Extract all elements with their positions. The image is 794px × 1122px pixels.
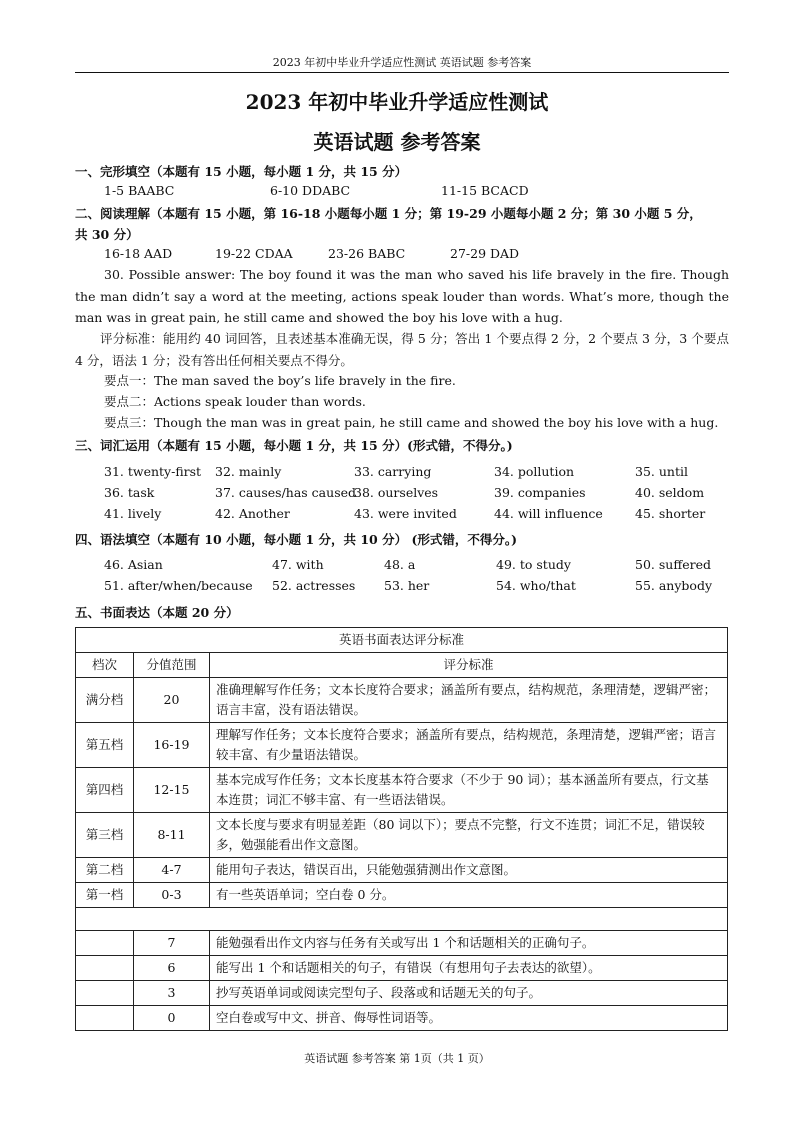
rubric-range: 0-3 [134,883,210,908]
rubric-criteria: 准确理解写作任务；文本长度符合要求；涵盖所有要点，结构规范，条理清楚，逻辑严密；语言丰富，没有语法错误。 [210,678,728,723]
rubric-sub-row [76,1006,728,1031]
rubric-criteria: 有一些英语单词；空白卷 0 分。 [210,883,728,908]
rubric-row [76,723,728,768]
rubric-level: 第五档 [76,723,134,768]
answer-cell: 44. will influence [494,506,603,521]
rubric-row [76,813,728,858]
answer-cell: 36. task [104,485,155,500]
section2-answer: 23-26 BABC [328,246,406,261]
section1-heading: 一、完形填空（本题有 15 小题，每小题 1 分，共 15 分） [75,164,408,179]
rubric-criteria: 基本完成写作任务；文本长度基本符合要求（不少于 90 词）；基本涵盖所有要点，行文基本连贯；词汇不够丰富、有一些语法错误。 [210,768,728,813]
answer-cell: 35. until [635,464,688,479]
section2-answer: 27-29 DAD [450,246,520,261]
page-footer: 英语试题 参考答案 第 1页（共 1 页） [304,1052,490,1065]
rubric-range: 16-19 [134,723,210,768]
section3-heading: 三、词汇运用（本题有 15 小题，每小题 1 分，共 15 分）(形式错，不得分。) [75,438,513,453]
rubric-sub-range: 0 [134,1006,210,1031]
answer-cell: 43. were invited [354,506,457,521]
rubric-title-row [76,628,728,653]
answer-cell: 37. causes/has caused [215,485,357,500]
header-criteria: 评分标准 [210,653,728,678]
answer-cell: 53. her [384,578,430,593]
rubric-sub-range: 7 [134,931,210,956]
section2-answer: 16-18 AAD [104,246,173,261]
rubric-sub-level [76,931,134,956]
rubric-sub-range: 3 [134,981,210,1006]
answer-cell: 45. shorter [635,506,706,521]
header-range: 分值范围 [134,653,210,678]
section4-answer-grid [104,557,734,599]
running-header: 2023 年初中毕业升学适应性测试 英语试题 参考答案 [272,56,532,69]
rubric-spacer-row [76,908,728,931]
rubric-row [76,768,728,813]
page-subtitle: 英语试题 参考答案 [313,130,481,154]
rubric-sub-criteria: 抄写英语单词或阅读完型句子、段落或和话题无关的句子。 [210,981,728,1006]
rubric-sub-row [76,931,728,956]
rubric-level: 第一档 [76,883,134,908]
writing-rubric-table [75,627,728,1031]
answer-cell: 41. lively [104,506,162,521]
rubric-row [76,678,728,723]
page-title: 2023 年初中毕业升学适应性测试 [245,90,549,114]
answer-row [104,557,734,578]
answer-cell: 48. a [384,557,416,572]
rubric-level: 第三档 [76,813,134,858]
rubric-sub-row [76,956,728,981]
q30-point: 要点一：The man saved the boy’s life bravely in the fire. [104,373,456,388]
rubric-range: 20 [134,678,210,723]
rubric-title: 英语书面表达评分标准 [76,628,728,653]
section2-heading: 二、阅读理解（本题有 15 小题，第 16-18 小题每小题 1 分；第 19-29 小题每小题 2 分；第 30 小题 5 分， [75,206,702,221]
answer-cell: 46. Asian [104,557,163,572]
answer-cell: 55. anybody [635,578,713,593]
q30-point: 要点二：Actions speak louder than words. [104,394,366,409]
answer-cell: 47. with [272,557,324,572]
rubric-criteria: 能用句子表达，错误百出，只能勉强猜测出作文意图。 [210,858,728,883]
rubric-sub-level [76,956,134,981]
rubric-sub-criteria: 能勉强看出作文内容与任务有关或写出 1 个和话题相关的正确句子。 [210,931,728,956]
section1-answer: 6-10 DDABC [270,183,351,198]
answer-cell: 32. mainly [215,464,282,479]
answer-cell: 49. to study [496,557,571,572]
rubric-sub-criteria: 空白卷或写中文、拼音、侮辱性词语等。 [210,1006,728,1031]
section1-answer: 1-5 BAABC [104,183,175,198]
answer-cell: 38. ourselves [354,485,439,500]
rubric-level: 第四档 [76,768,134,813]
answer-cell: 31. twenty-first [104,464,202,479]
rubric-row [76,883,728,908]
q30-point: 要点三：Though the man was in great pain, he still came and showed the boy his love with a hug. [104,415,719,430]
header-rule [75,72,729,73]
q30-possible-answer: 30. Possible answer: The boy found it was the man who saved his life bravely in the fire. Though the man didn’t say a word at the meeting, actions speak louder than words. What’s more, though the man was in great pain, he still came and showed the boy his love with a hug. [75,267,729,325]
q30-scoring-criteria: 评分标准：能用约 40 词回答，且表述基本准确无误，得 5 分；答出 1 个要点得 2 分，2 个要点 3 分，3 个要点 4 分，语法 1 分；没有答出任何相关要点不得分。 [75,331,729,368]
answer-cell: 33. carrying [354,464,432,479]
section1-answer: 11-15 BCACD [441,183,529,198]
section2-answer: 19-22 CDAA [215,246,293,261]
rubric-sub-range: 6 [134,956,210,981]
rubric-criteria: 理解写作任务；文本长度符合要求；涵盖所有要点，结构规范，条理清楚，逻辑严密；语言较丰富、有少量语法错误。 [210,723,728,768]
section2-heading-cont: 共 30 分） [75,227,139,242]
answer-cell: 34. pollution [494,464,575,479]
rubric-header-row [76,653,728,678]
rubric-range: 4-7 [134,858,210,883]
rubric-level: 第二档 [76,858,134,883]
rubric-row [76,858,728,883]
section5-heading: 五、书面表达（本题 20 分） [75,605,239,620]
answer-cell: 39. companies [494,485,586,500]
rubric-spacer [76,908,728,931]
answer-cell: 51. after/when/because [104,578,253,593]
rubric-level: 满分档 [76,678,134,723]
answer-row [104,578,734,599]
rubric-sub-criteria: 能写出 1 个和话题相关的句子，有错误（有想用句子去表达的欲望）。 [210,956,728,981]
section4-heading: 四、语法填空（本题有 10 小题，每小题 1 分，共 10 分） (形式错，不得分。) [75,532,518,547]
header-level: 档次 [76,653,134,678]
section3-answer-grid [104,464,734,527]
rubric-sub-level [76,1006,134,1031]
answer-row [104,464,734,485]
answer-cell: 52. actresses [272,578,356,593]
answer-cell: 54. who/that [496,578,576,593]
answer-row [104,485,734,506]
answer-cell: 50. suffered [635,557,711,572]
rubric-criteria: 文本长度与要求有明显差距（80 词以下）；要点不完整，行文不连贯；词汇不足，错误较多，勉强能看出作文意图。 [210,813,728,858]
answer-row [104,506,734,527]
rubric-range: 12-15 [134,768,210,813]
answer-cell: 40. seldom [635,485,705,500]
rubric-sub-level [76,981,134,1006]
rubric-range: 8-11 [134,813,210,858]
answer-cell: 42. Another [215,506,290,521]
rubric-sub-row [76,981,728,1006]
